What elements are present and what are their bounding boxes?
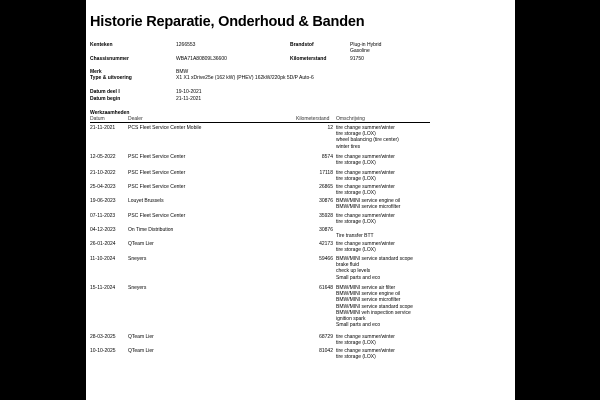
- row-description-line: BMW/MINI service microfilter: [336, 204, 401, 211]
- row-description-line: tire change summer/winter: [336, 241, 395, 247]
- row-date: 28-03-2025: [90, 334, 116, 340]
- row-date: 04-12-2023: [90, 227, 116, 233]
- row-description-line: tire change summer/winter: [336, 334, 395, 340]
- row-km: 26865: [319, 184, 333, 190]
- col-header-dealer: Dealer: [128, 116, 143, 122]
- row-description-line: BMW/MINI veh inspection service: [336, 309, 411, 316]
- row-dealer: QTeam Lier: [128, 241, 154, 247]
- row-description-line: tire change summer/winter: [336, 348, 395, 354]
- row-description-line: BMW/MINI service standard scope: [336, 303, 413, 310]
- datum-deel-value: 19-10-2021: [176, 89, 202, 95]
- row-description-line: tire change summer/winter: [336, 125, 395, 131]
- row-description-line: tire change summer/winter: [336, 154, 395, 160]
- row-description-line: winter tires: [336, 143, 361, 150]
- row-date: 10-10-2025: [90, 348, 116, 354]
- row-date: 15-11-2024: [90, 285, 116, 291]
- row-description-line: tire storage (LOX): [336, 176, 376, 183]
- row-description-line: wheel balancing (tire center): [336, 137, 399, 144]
- row-km: 42173: [319, 241, 333, 247]
- brandstof-label: Brandstof: [290, 42, 314, 48]
- row-description-line: tire storage (LOX): [336, 131, 376, 138]
- row-km: 30876: [319, 227, 333, 233]
- row-description-line: BMW/MINI service engine oil: [336, 198, 401, 204]
- row-dealer: PSC Fleet Service Center: [128, 154, 186, 160]
- chassis-label: Chassisnummer: [90, 56, 129, 62]
- row-km: 17118: [319, 170, 333, 176]
- row-km: 61648: [319, 285, 333, 291]
- row-km: 81042: [319, 348, 333, 354]
- row-km: 35928: [319, 213, 333, 219]
- row-description-line: tire storage (LOX): [336, 190, 376, 197]
- chassis-value: WBA71A80809L36600: [176, 56, 227, 62]
- col-header-datum: Datum: [90, 116, 105, 122]
- row-description-line: BMW/MINI service air filter: [336, 285, 396, 291]
- row-km: 12: [327, 125, 333, 131]
- row-dealer: Louyet Brussels: [128, 198, 164, 204]
- page-title: Historie Reparatie, Onderhoud & Banden: [90, 14, 365, 30]
- row-description-line: tire storage (LOX): [336, 219, 376, 226]
- row-date: 26-01-2024: [90, 241, 116, 247]
- row-dealer: PSC Fleet Service Center: [128, 213, 186, 219]
- row-km: 68729: [319, 334, 333, 340]
- kenteken-label: Kenteken: [90, 42, 113, 48]
- kenteken-value: 1266553: [176, 42, 196, 48]
- row-description-line: BMW/MINI service engine oil: [336, 291, 401, 298]
- row-date: 07-11-2023: [90, 213, 116, 219]
- type-label: Type & uitvoering: [90, 75, 132, 81]
- row-description-line: tire change summer/winter: [336, 213, 395, 219]
- row-description-line: BMW/MINI service microfilter: [336, 297, 401, 304]
- row-date: 11-10-2024: [90, 256, 116, 262]
- row-dealer: QTeam Lier: [128, 334, 154, 340]
- brandstof-value: Plug-in Hybrid Gasoline: [350, 42, 382, 54]
- col-header-kilometerstand: Kilometerstand: [296, 116, 330, 122]
- row-description-line: tire storage (LOX): [336, 160, 376, 167]
- row-km: 59466: [319, 256, 333, 262]
- section-title: Werkzaamheden: [90, 110, 130, 116]
- row-date: 21-10-2022: [90, 170, 116, 176]
- row-dealer: Sneyers: [128, 256, 147, 262]
- row-date: 21-11-2021: [90, 125, 116, 131]
- kilometerstand-label: Kilometerstand: [290, 56, 327, 62]
- row-description-line: check up levels: [336, 268, 371, 275]
- row-date: 25-04-2023: [90, 184, 116, 190]
- row-dealer: QTeam Lier: [128, 348, 154, 354]
- row-description-line: Small parts and eco: [336, 274, 381, 281]
- row-description-line: Tire transfer BTT: [336, 233, 374, 240]
- row-description-line: ignition spark: [336, 316, 366, 322]
- row-km: 8574: [321, 154, 333, 160]
- row-km: 30876: [319, 198, 333, 204]
- row-description-line: tire change summer/winter: [336, 170, 395, 176]
- merk-value: BMW: [176, 69, 189, 75]
- datum-begin-label: Datum begin: [90, 96, 121, 102]
- header-rule: [90, 122, 430, 123]
- type-value: X1 X1 xDrive25e (162 kW) (PHEV) 162kW/220pk 5D/P Auto-6: [176, 75, 314, 81]
- row-description-line: tire storage (LOX): [336, 354, 376, 361]
- row-dealer: PSC Fleet Service Center: [128, 184, 186, 190]
- row-description-line: tire storage (LOX): [336, 247, 376, 254]
- col-header-omschrijving: Omschrijving: [336, 116, 365, 122]
- row-date: 19-06-2023: [90, 198, 116, 204]
- row-dealer: On Time Distribution: [128, 227, 174, 233]
- row-dealer: PCS Fleet Service Center Mobile: [128, 125, 202, 131]
- row-dealer: Sneyers: [128, 285, 147, 291]
- row-description-line: brake fluid: [336, 262, 360, 269]
- datum-deel-label: Datum deel I: [90, 89, 120, 95]
- kilometerstand-value: 91750: [350, 56, 364, 62]
- row-description-line: tire change summer/winter: [336, 184, 395, 190]
- row-description-line: BMW/MINI service standard scope: [336, 256, 413, 262]
- row-date: 12-05-2022: [90, 154, 116, 160]
- datum-begin-value: 21-11-2021: [176, 96, 202, 102]
- merk-label: Merk: [90, 69, 102, 75]
- row-description-line: tire storage (LOX): [336, 340, 376, 347]
- row-dealer: PSC Fleet Service Center: [128, 170, 186, 176]
- row-description-line: Small parts and eco: [336, 322, 381, 329]
